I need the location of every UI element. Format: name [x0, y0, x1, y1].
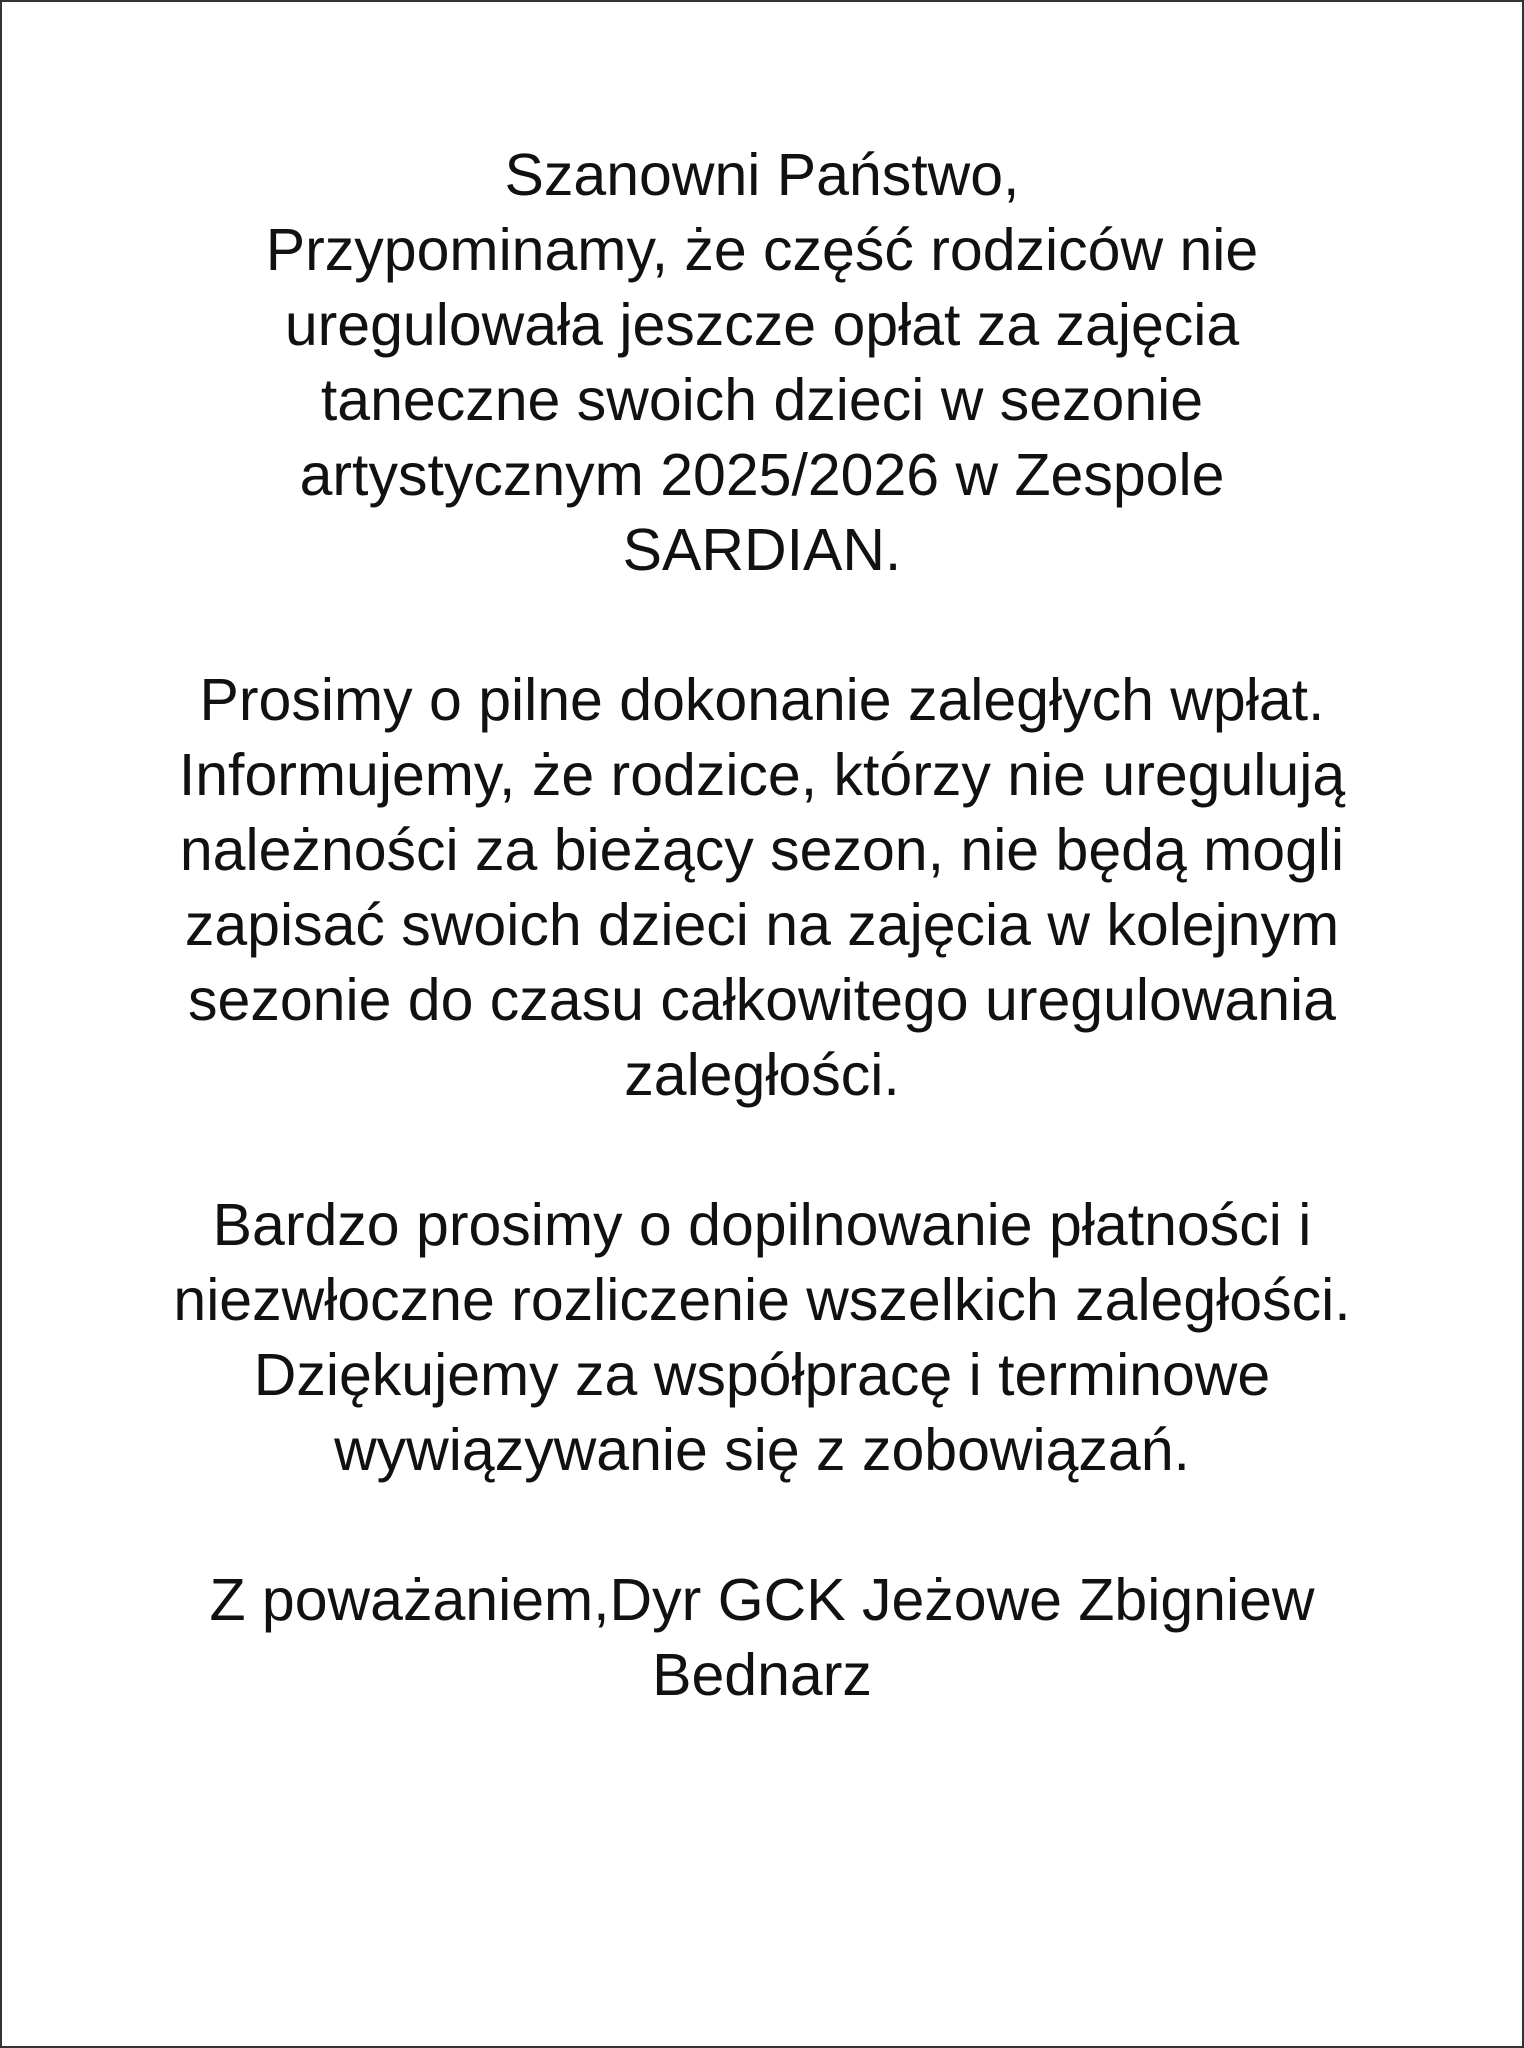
payment-request-paragraph: [2, 663, 1522, 1113]
paragraph3-line: niezwłoczne rozliczenie wszelkich zaległości.: [173, 1267, 1351, 1333]
paragraph2-line: zaległości.: [624, 1042, 900, 1108]
paragraph1-line: SARDIAN.: [622, 517, 902, 583]
opening-paragraph: [2, 138, 1522, 588]
paragraph1-line: Przypominamy, że część rodziców nie: [265, 217, 1259, 283]
paragraph2-line: sezonie do czasu całkowitego uregulowania: [188, 967, 1336, 1033]
letter-body: [2, 138, 1522, 1788]
paragraph3-line: Bardzo prosimy o dopilnowanie płatności i: [212, 1192, 1312, 1258]
paragraph2-line: zapisać swoich dzieci na zajęcia w kolejnym: [184, 892, 1340, 958]
signatory-name: Bednarz: [652, 1642, 872, 1708]
paragraph2-line: należności za bieżący sezon, nie będą mogli: [179, 817, 1345, 883]
paragraph1-line: taneczne swoich dzieci w sezonie: [320, 367, 1204, 433]
paragraph1-line: artystycznym 2025/2026 w Zespole: [299, 442, 1225, 508]
paragraph2-line: Informujemy, że rodzice, którzy nie uregulują: [178, 742, 1346, 808]
thanks-paragraph: [2, 1188, 1522, 1488]
paragraph2-line: Prosimy o pilne dokonanie zaległych wpłat.: [199, 667, 1325, 733]
closing-line: Z poważaniem,Dyr GCK Jeżowe Zbigniew: [209, 1567, 1315, 1633]
paragraph1-line: uregulowała jeszcze opłat za zajęcia: [284, 292, 1240, 358]
signature-block: [2, 1563, 1522, 1713]
salutation: Szanowni Państwo,: [504, 142, 1020, 208]
paragraph3-line: wywiązywanie się z zobowiązań.: [334, 1417, 1190, 1483]
paragraph3-line: Dziękujemy za współpracę i terminowe: [253, 1342, 1271, 1408]
